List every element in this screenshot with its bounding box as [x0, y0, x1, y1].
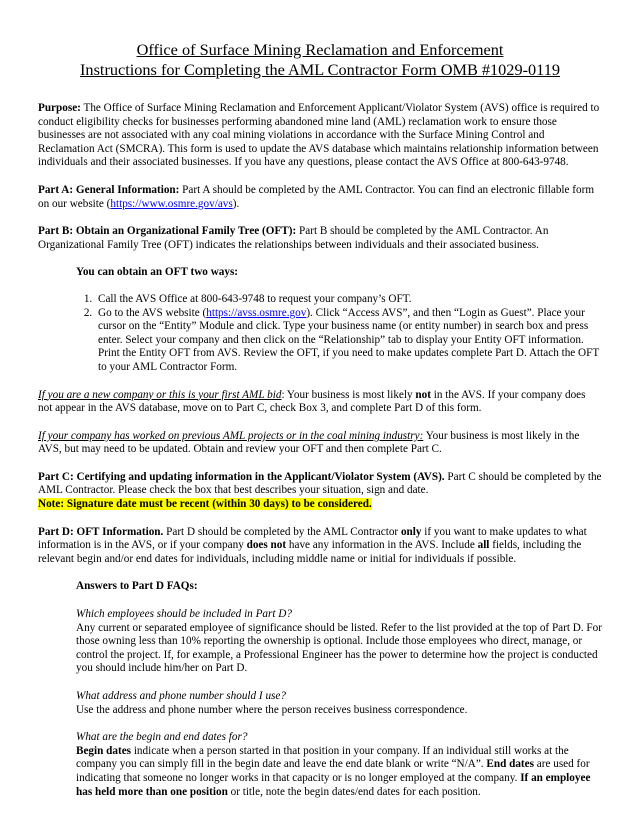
purpose-text: The Office of Surface Mining Reclamation and Enforcement Applicant/Violator System (AVS) office is required to conduct eligibility checks for businesses performing abandoned mine land (AML) reclamation work to ensure those businesses are not associated with any coal mining violations in accordance with the Surface Mining Control and Reclamation Act (SMCRA). This form is used to update the AVS database which maintains relationship information between individuals and their associated businesses. If you have any questions, please contact the AVS Office at 800-643-9748.: [38, 102, 600, 169]
part-a-paragraph: Part A: General Information: Part A should be completed by the AML Contractor. You can find an electronic fillable form on our website (https://www.osmre.gov/avs).: [38, 183, 595, 210]
osmre-avs-link[interactable]: https://www.osmre.gov/avs: [110, 197, 233, 210]
faq-heading: Answers to Part D FAQs:: [76, 580, 198, 593]
avss-link[interactable]: https://avss.osmre.gov: [206, 306, 307, 319]
new-company-paragraph: If you are a new company or this is your first AML bid: Your business is most likely not in the AVS. If your company does not appear in the AVS database, move on to Part C, check Box 3, and complete Part D of this form.: [38, 388, 586, 415]
oft-steps-list: [38, 293, 602, 375]
oft-step-1: 1. Call the AVS Office at 800-643-9748 to request your company’s OFT.: [95, 293, 602, 307]
title-line-2: Instructions for Completing the AML Contractor Form OMB #1029-0119: [80, 60, 560, 79]
faq-section: [38, 580, 602, 799]
part-b-paragraph: Part B: Obtain an Organizational Family Tree (OFT): Part B should be completed by the AML Contractor. An Organizational Family Tree (OFT) indicates the relationships between individuals and their associated business.: [38, 225, 549, 251]
oft-ways-heading: You can obtain an OFT two ways:: [76, 266, 239, 279]
part-d-label: Part D: OFT Information.: [38, 525, 164, 538]
faq-question-2: What address and phone number should I use?: [76, 690, 286, 702]
faq-question-3: What are the begin and end dates for?: [76, 731, 248, 744]
faq-answer-3: Begin dates indicate when a person started in that position in your company. If an individual still works at the company you can simply fill in the begin date and leave the end date blank or write “N/A”. End dates are used for indicating that someone no longer works in that capacity or is no longer employed at the company. If an employee has held more than one position or title, note the begin dates/end dates for each position.: [76, 744, 591, 798]
purpose-label: Purpose:: [38, 102, 81, 114]
part-c-paragraph: Part C: Certifying and updating information in the Applicant/Violator System (AVS). Part C should be completed by the AML Contractor. Please check the box that best describes your situation, sign and date. Note: Signature date must be recent (within 30 days) to be considered.: [38, 470, 602, 511]
part-a-label: Part A: General Information:: [38, 183, 180, 196]
part-b-label: Part B: Obtain an Organizational Family Tree (OFT):: [38, 225, 297, 238]
faq-answer-1: Any current or separated employee of significance should be listed. Refer to the list provided at the top of Part D. For those owning less than 10% reporting the ownership is optional. Include those employees who direct, manage, or control the project. If, for example, a Professional Engineer has the power to determine how the project is conducted you should include him/her on Part D.: [76, 621, 602, 675]
faq-answer-2: Use the address and phone number where the person receives business correspondence.: [76, 703, 468, 716]
purpose-paragraph: [38, 102, 602, 170]
faq-question-1: Which employees should be included in Part D?: [76, 608, 292, 621]
oft-step-2: 2. Go to the AVS website (https://avss.osmre.gov). Click “Access AVS”, and then “Login as Guest”. Place your cursor on the “Entity” Module and click. Type your business name (or entity number) in search box and press enter. Select your company and then click on the “Relationship” tab to display your Entity OFT information. Print the Entity OFT from AVS. Review the OFT, if you need to make updates complete Part D. Attach the OFT to your AML Contractor Form.: [95, 307, 602, 375]
title-line-1: Office of Surface Mining Reclamation and Enforcement: [136, 40, 504, 59]
page-title: [38, 40, 602, 80]
worked-before-paragraph: If your company has worked on previous AML projects or in the coal mining industry: Your business is most likely in the AVS, but may need to be updated. Obtain and review your OFT and then complete Part C.: [38, 429, 580, 456]
part-d-paragraph: Part D: OFT Information. Part D should be completed by the AML Contractor only if you want to make updates to what information is in the AVS, or if your company does not have any information in the AVS. Include all fields, including the relevant begin and/or end dates for individuals, including middle name or initial for individuals if possible.: [38, 525, 587, 565]
part-c-label: Part C: Certifying and updating information in the Applicant/Violator System (AVS).: [38, 470, 445, 483]
signature-date-note: Note: Signature date must be recent (within 30 days) to be considered.: [38, 498, 372, 511]
